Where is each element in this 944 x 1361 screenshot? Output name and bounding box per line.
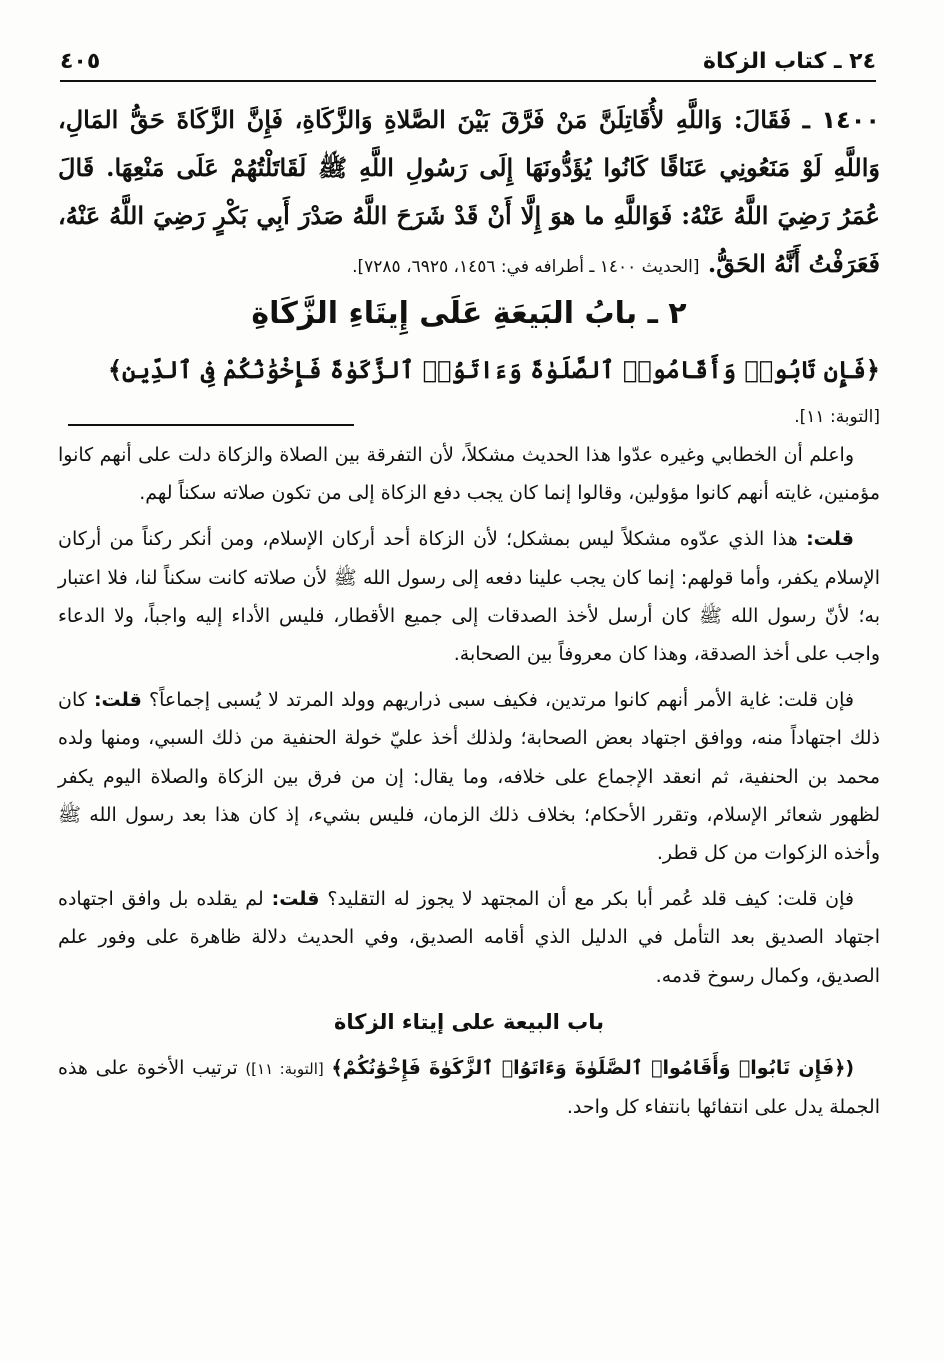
commentary-paragraph-2: [58, 520, 880, 673]
footnote-divider: [68, 424, 354, 426]
qultu-label: قلت:: [806, 528, 854, 551]
hadith-reference: [الحديث ١٤٠٠ ـ أطرافه في: ١٤٥٦، ٦٩٢٥، ٧٢٨٥].: [352, 257, 700, 277]
commentary-subtitle: باب البيعة على إيتاء الزكاة: [333, 1009, 605, 1034]
chapter-title: ٢٤ ـ كتاب الزكاة: [702, 49, 876, 74]
commentary-paragraph-1: واعلم أن الخطابي وغيره عدّوا هذا الحديث مشكلاً، لأن التفرقة بين الصلاة والزكاة دلت على أنهم كانوا مؤمنين، غايته أنهم كانوا مؤولين، وقالوا إنما كان يجب دفع الزكاة إلى من تكون صلاته سكناً لهم.: [58, 444, 880, 505]
paragraph-3-question: فإن قلت: غاية الأمر أنهم كانوا مرتدين، فكيف سبى ذراريهم وولد المرتد لا يُسبى إجماعاً؟: [149, 689, 854, 712]
verse-text: ﴿فَإِن تَابُوا۟ وَأَقَامُوا۟ ٱلصَّلَوٰةَ وَءَاتَوُا۟ ٱلزَّكَوٰةَ فَإِخْوَٰنُكُمْ فِى ٱلدِّينِ﴾: [107, 355, 880, 384]
commentary-paragraph-4: [58, 880, 880, 995]
paragraph-2-text: هذا الذي عدّوه مشكلاً ليس بمشكل؛ لأن الزكاة أحد أركان الإسلام، ومن أنكر ركناً من أركان الإسلام يكفر، وأما قولهم: إنما كان يجب علينا دفعه إلى رسول الله ﷺ لأن صلاته كانت سكناً لنا، فلا اعتبار به؛ لأنّ رسول الله ﷺ كان أرسل لأخذ الصدقات إلى جميع الأقطار، فليس الأداء إليه واجباً، ولا الدعاء واجب على أخذ الصدقة، وهذا كان معروفاً بين الصحابة.: [58, 528, 880, 666]
qultu-label: قلت:: [271, 888, 320, 911]
paragraph-3-answer: كان ذلك اجتهاداً منه، ووافق اجتهاد بعض الصحابة؛ ولذلك أخذ عليّ خولة الحنفية من ذلك السبي، ومنها ولده محمد بن الحنفية، ثم انعقد الإجماع على خلافه، وما يقال: إن من فرق بين الزكاة والصلاة اليوم يكفر لظهور شعائر الإسلام، وتقرر الأحكام؛ بخلاف ذلك الزمان، فليس بشيء، إذ كان هذا بعد رسول الله ﷺ وأخذه الزكوات من كل قطر.: [58, 689, 880, 865]
commentary-paragraph-3: [58, 681, 880, 872]
verse-reference: [التوبة: ١١].: [794, 407, 880, 427]
hadith-text-block: [58, 96, 880, 291]
hadith-text: ـ فَقَالَ: وَاللَّهِ لأُقَاتِلَنَّ مَنْ فَرَّقَ بَيْنَ الصَّلاةِ وَالزَّكَاةِ، فَإِنَّ الزَّكَاةَ حَقُّ المَالِ، وَاللَّهِ لَوْ مَنَعُونِي عَنَاقًا كَانُوا يُؤَدُّونَهَا إِلَى رَسُولِ اللَّهِ ﷺ لَقَاتَلْتُهُمْ عَلَى مَنْعِهَا. قَالَ عُمَرُ رَضِيَ اللَّهُ عَنْهُ: فَوَاللَّهِ ما هوَ إِلَّا أَنْ قَدْ شَرَحَ اللَّهُ صَدْرَ أَبِي بَكْرٍ رَضِيَ اللَّهُ عَنْهُ، فَعَرَفْتُ أَنَّهُ الحَقُّ.: [58, 105, 881, 278]
paragraph-4-question: فإن قلت: كيف قلد عُمر أبا بكر مع أن المجتهد لا يجوز له التقليد؟: [327, 888, 855, 911]
section-title: ٢ ـ بابُ البَيعَةِ عَلَى إِيتَاءِ الزَّكَاةِ: [251, 296, 687, 331]
hadith-number: ١٤٠٠: [821, 106, 880, 134]
qultu-label: قلت:: [93, 689, 142, 712]
page-header: [60, 36, 876, 82]
commentary-paragraph-5: [58, 1049, 880, 1126]
paragraph-5-verse: (﴿فَإِن تَابُوا۟ وَأَقَامُوا۟ ٱلصَّلَوٰةَ وَءَاتَوُا۟ ٱلزَّكَوٰةَ فَإِخْوَٰنُكُمْ﴾: [331, 1057, 855, 1080]
page-number: ٤٠٥: [60, 49, 101, 74]
commentary: [58, 436, 880, 1134]
paragraph-5-reference: [التوبة: ١١]): [245, 1060, 324, 1079]
paragraph-5-text: ترتيب الأخوة على هذه الجملة يدل على انتفائها بانتفاء كل واحد.: [58, 1057, 880, 1119]
paragraph-4-answer: لم يقلده بل وافق اجتهاده اجتهاد الصديق بعد التأمل في الدليل الذي أقامه الصديق، وفي الحديث دلالة ظاهرة على وفور علم الصديق، وكمال رسوخ قدمه.: [58, 888, 880, 987]
